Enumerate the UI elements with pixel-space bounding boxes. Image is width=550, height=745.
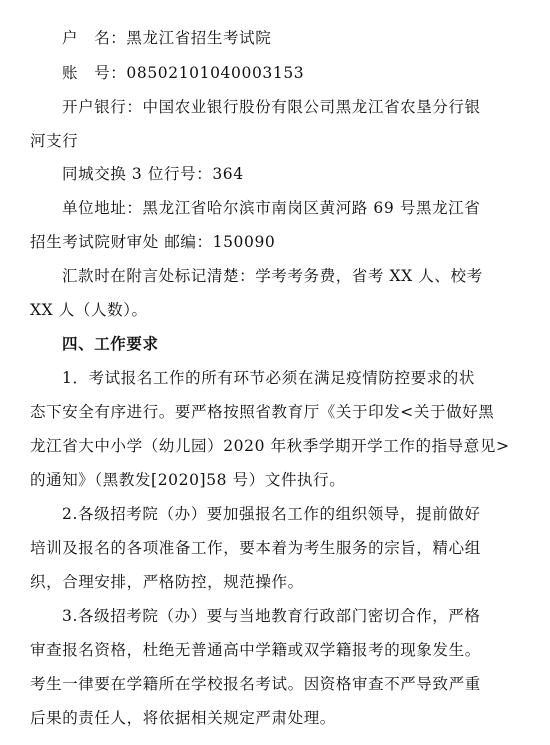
requirement-2-line-3: 织，合理安排，严格防控，规范操作。 [30,573,304,591]
bank-line-2: 河支行 [30,132,79,150]
requirement-3-line-4: 后果的责任人，将依据相关规定严肃处理。 [30,709,336,727]
remit-note-line-1: 汇款时在附言处标记清楚：学考考务费，省考 XX 人、校考 [62,267,483,285]
remit-note-line-2: XX 人（人数）。 [30,301,148,319]
requirement-3-line-1: 3.各级招考院（办）要与当地教育行政部门密切合作，严格 [62,607,481,625]
account-name-line: 户 名：黑龙江省招生考试院 [62,29,272,47]
requirement-3-line-3: 考生一律要在学籍所在学校报名考试。因资格审查不严导致严重 [30,675,481,693]
section-heading: 四、工作要求 [62,335,159,353]
address-line-1: 单位地址：黑龙江省哈尔滨市南岗区黄河路 69 号黑龙江省 [62,199,481,217]
requirement-2-line-1: 2.各级招考院（办）要加强报名工作的组织领导，提前做好 [62,505,481,523]
requirement-2-line-2: 培训及报名的各项准备工作，要本着为考生服务的宗旨，精心组 [30,539,481,557]
requirement-1-line-1: 1．考试报名工作的所有环节必须在满足疫情防控要求的状 [62,369,475,387]
clearing-code-line: 同城交换 3 位行号：364 [62,165,244,183]
requirement-1-line-4: 的通知》（黑教发[2020]58 号）文件执行。 [30,471,346,489]
bank-line-1: 开户银行：中国农业银行股份有限公司黑龙江省农垦分行银 [62,98,481,116]
address-line-2: 招生考试院财审处 邮编：150090 [30,233,276,251]
account-number-line: 账 号：08502101040003153 [62,64,305,82]
requirement-1-line-2: 态下安全有序进行。要严格按照省教育厅《关于印发<关于做好黑 [30,403,495,421]
requirement-3-line-2: 审查报名资格，杜绝无普通高中学籍或双学籍报考的现象发生。 [30,641,481,659]
requirement-1-line-3: 龙江省大中小学（幼儿园）2020 年秋季学期开学工作的指导意见> [30,437,510,455]
